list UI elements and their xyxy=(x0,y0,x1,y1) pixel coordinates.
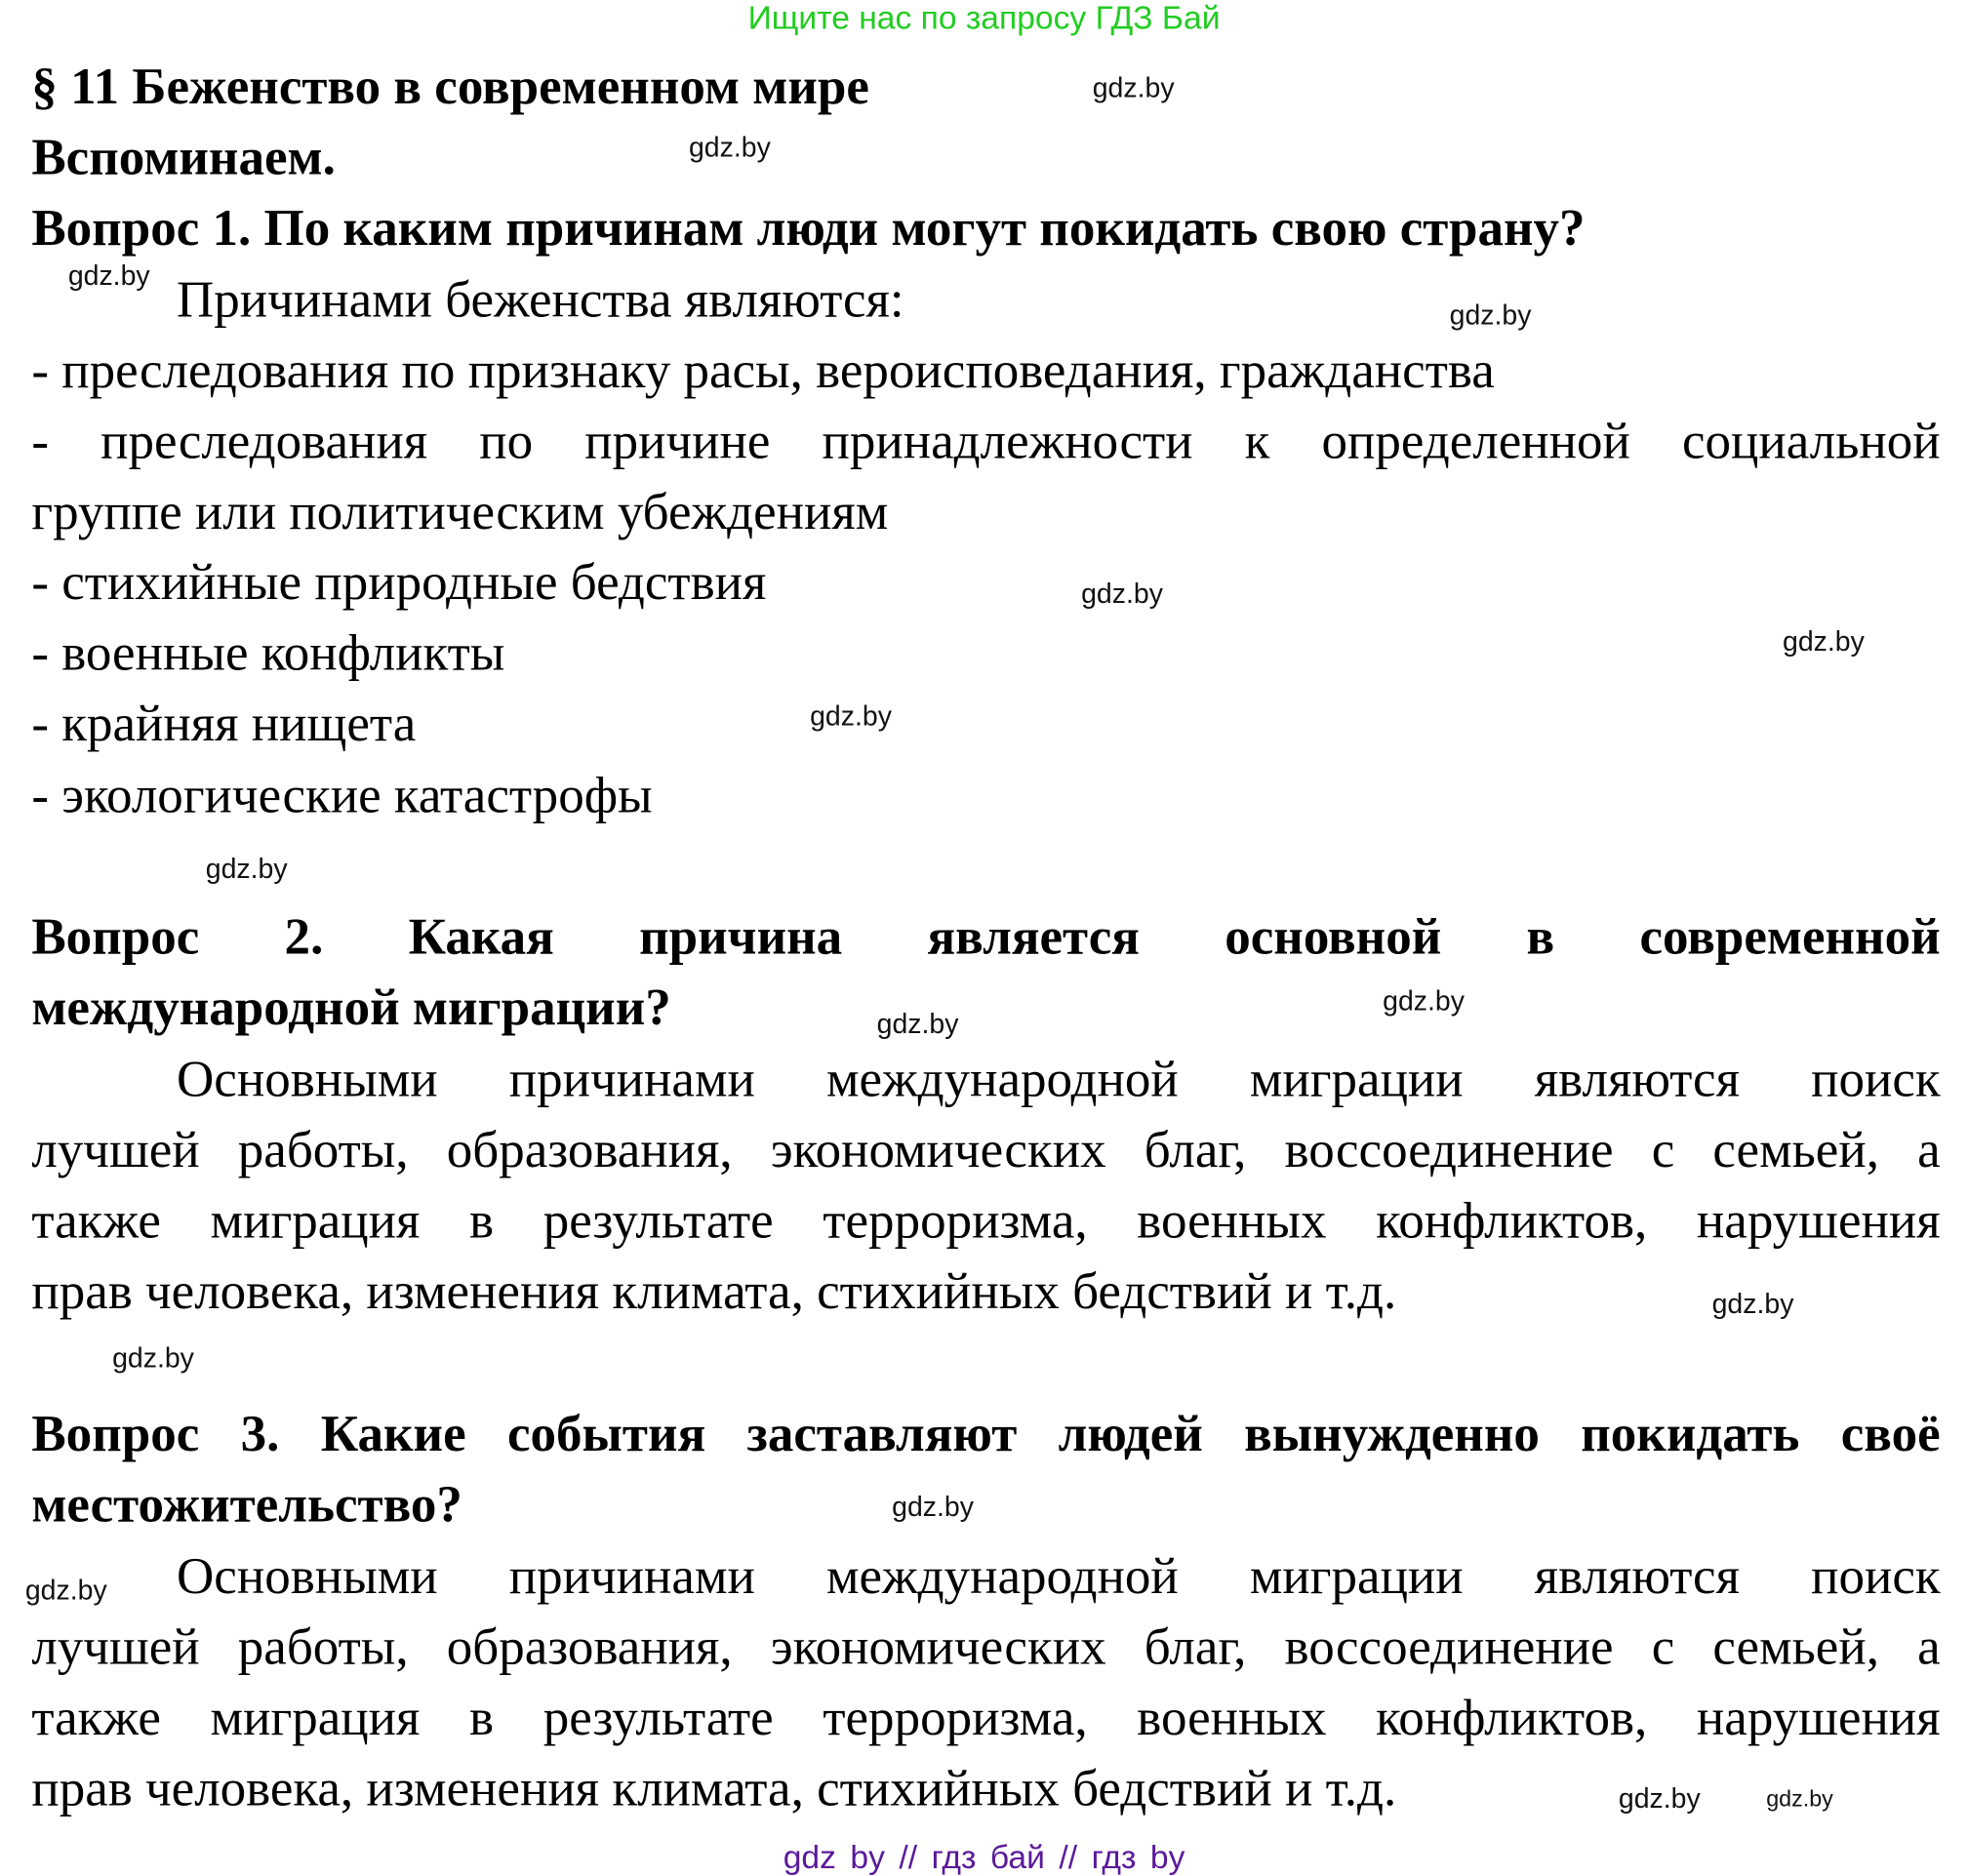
list-item: - преследования по причине принадлежности к определенной социальной xyxy=(31,411,1941,469)
footer-links[interactable]: gdz by // гдз бай // гдз by xyxy=(783,1837,1185,1876)
watermark: gdz.by xyxy=(1383,984,1465,1018)
question-2-line: международной миграции? xyxy=(31,978,671,1036)
answer-1-intro: Причинами беженства являются: xyxy=(177,269,904,329)
watermark: gdz.by xyxy=(1081,578,1163,610)
search-banner[interactable]: Ищите нас по запросу ГДЗ Бай xyxy=(747,0,1221,37)
answer-3-line: также миграция в результате терроризма, военных конфликтов, нарушения xyxy=(31,1688,1941,1746)
question-3-line: Вопрос 3. Какие события заставляют людей вынужденно покидать своё xyxy=(31,1404,1941,1462)
list-item: - крайняя нищета xyxy=(31,694,417,752)
answer-2-line: Основными причинами международной миграции являются поиск xyxy=(177,1049,1941,1108)
watermark: gdz.by xyxy=(24,1574,107,1606)
watermark: gdz.by xyxy=(876,1008,959,1040)
watermark: gdz.by xyxy=(1766,1785,1833,1812)
list-item: - военные конфликты xyxy=(31,622,505,682)
list-item: - экологические катастрофы xyxy=(31,765,653,824)
answer-3-line: Основными причинами международной миграции являются поиск xyxy=(177,1546,1941,1605)
section-title: § 11 Беженство в современном мире xyxy=(31,57,869,115)
watermark: gdz.by xyxy=(112,1341,194,1375)
watermark: gdz.by xyxy=(688,131,771,163)
list-item: группе или политическим убеждениям xyxy=(31,481,889,540)
list-item: - преследования по признаку расы, вероисповедания, гражданства xyxy=(31,340,1495,399)
question-3-line: местожительство? xyxy=(31,1474,462,1533)
watermark: gdz.by xyxy=(810,699,892,732)
watermark: gdz.by xyxy=(1449,299,1532,331)
answer-2-line: лучшей работы, образования, экономических благ, воссоединение с семьей, а xyxy=(31,1120,1941,1178)
subtitle: Вспоминаем. xyxy=(31,127,336,186)
question-2-line: Вопрос 2. Какая причина является основной в современной xyxy=(31,906,1941,966)
watermark: gdz.by xyxy=(1783,625,1865,658)
watermark: gdz.by xyxy=(67,259,150,292)
list-item: - стихийные природные бедствия xyxy=(31,552,767,611)
answer-3-line: прав человека, изменения климата, стихийных бедствий и т.д. xyxy=(31,1758,1397,1816)
watermark: gdz.by xyxy=(1618,1782,1701,1815)
watermark: gdz.by xyxy=(1092,71,1175,104)
answer-3-line: лучшей работы, образования, экономических благ, воссоединение с семьей, а xyxy=(31,1617,1941,1676)
watermark: gdz.by xyxy=(205,853,288,885)
watermark: gdz.by xyxy=(1711,1288,1794,1320)
answer-2-line: прав человека, изменения климата, стихийных бедствий и т.д. xyxy=(31,1261,1397,1320)
question-1: Вопрос 1. По каким причинам люди могут покидать свою страну? xyxy=(31,198,1586,257)
watermark: gdz.by xyxy=(892,1491,974,1523)
answer-2-line: также миграция в результате терроризма, военных конфликтов, нарушения xyxy=(31,1190,1941,1250)
